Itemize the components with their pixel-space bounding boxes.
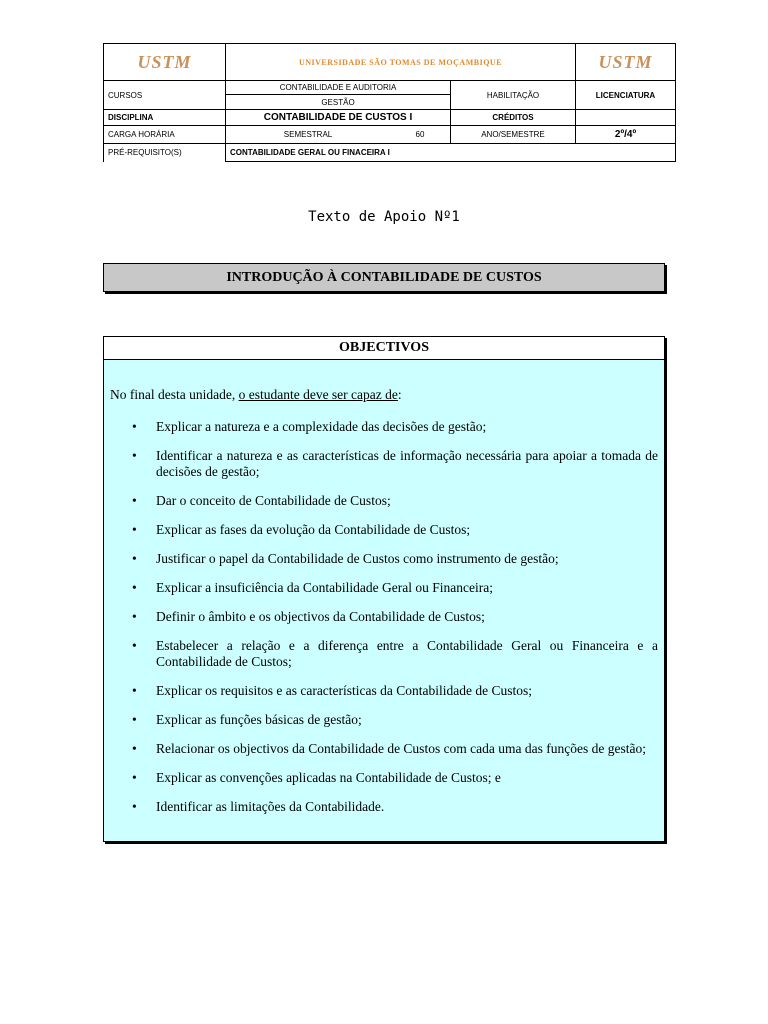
list-item-text: Estabelecer a relação e a diferença entre a Contabilidade Geral ou Financeira e a Contabilidade de Custos;: [156, 638, 658, 669]
list-item: [104, 799, 664, 815]
bullet-icon: •: [132, 770, 137, 785]
habilitacao-value: LICENCIATURA: [576, 81, 676, 110]
creditos-value: [576, 110, 676, 126]
bullet-icon: •: [132, 551, 137, 566]
list-item-text: Identificar as limitações da Contabilidade.: [156, 799, 385, 814]
intro-underlined: o estudante deve ser capaz de: [238, 387, 398, 402]
list-item-text: Identificar a natureza e as características de informação necessária para apoiar a tomada de decisões de gestão;: [156, 448, 658, 479]
list-item-text: Explicar as funções básicas de gestão;: [156, 712, 362, 727]
bullet-icon: •: [132, 448, 137, 463]
bullet-icon: •: [132, 712, 137, 727]
curso-2: GESTÃO: [226, 95, 451, 110]
list-item: [104, 609, 664, 625]
creditos-label: CRÉDITOS: [451, 110, 576, 126]
logo-right: [576, 44, 676, 81]
bullet-icon: •: [132, 580, 137, 595]
objectives-box: [103, 336, 665, 842]
list-item-text: Dar o conceito de Contabilidade de Custos;: [156, 493, 391, 508]
prereq-label: PRÉ-REQUISITO(S): [104, 144, 226, 162]
list-item: [104, 770, 664, 786]
list-item-text: Explicar os requisitos e as características da Contabilidade de Custos;: [156, 683, 533, 698]
list-item-text: Explicar as fases da evolução da Contabilidade de Custos;: [156, 522, 471, 537]
bullet-icon: •: [132, 741, 137, 756]
logo-left-text: USTM: [137, 51, 192, 72]
habilitacao-label: HABILITAÇÃO: [451, 81, 576, 110]
list-item: [104, 712, 664, 728]
list-item: [104, 580, 664, 596]
section-title: [103, 263, 665, 292]
bullet-icon: •: [132, 522, 137, 537]
objectives-intro: [110, 387, 402, 403]
texto-apoio: Texto de Apoio Nº1: [308, 209, 460, 225]
list-item: [104, 448, 664, 480]
bullet-icon: •: [132, 419, 137, 434]
list-item-text: Justificar o papel da Contabilidade de Custos como instrumento de gestão;: [156, 551, 559, 566]
carga-label: CARGA HORÁRIA: [104, 126, 226, 144]
logo-right-text: USTM: [598, 51, 653, 72]
objectives-list: [104, 419, 664, 828]
ano-value: 2º/4º: [576, 126, 676, 144]
intro-suffix: :: [397, 387, 402, 402]
bullet-icon: •: [132, 638, 137, 653]
list-item-text: Explicar a insuficiência da Contabilidade Geral ou Financeira;: [156, 580, 493, 595]
cursos-label: CURSOS: [104, 81, 226, 110]
bullet-icon: •: [132, 799, 137, 814]
disciplina-value: CONTABILIDADE DE CUSTOS I: [226, 110, 451, 126]
intro-prefix: No final desta unidade,: [110, 387, 239, 402]
list-item-text: Explicar as convenções aplicadas na Contabilidade de Custos; e: [156, 770, 501, 785]
ano-label: ANO/SEMESTRE: [451, 126, 576, 144]
bullet-icon: •: [132, 609, 137, 624]
logo-left: [104, 44, 226, 81]
objectives-heading: OBJECTIVOS: [104, 337, 664, 360]
list-item: [104, 638, 664, 670]
header-table: [103, 43, 676, 162]
prereq-value: CONTABILIDADE GERAL OU FINACEIRA I: [226, 144, 676, 162]
list-item-text: Explicar a natureza e a complexidade das decisões de gestão;: [156, 419, 487, 434]
carga-cell: [226, 126, 451, 144]
section-title-text: INTRODUÇÃO À CONTABILIDADE DE CUSTOS: [226, 269, 542, 285]
university-name: UNIVERSIDADE SÃO TOMAS DE MOÇAMBIQUE: [226, 44, 576, 81]
list-item: [104, 741, 664, 757]
carga-type: SEMESTRAL: [283, 130, 333, 139]
list-item-text: Relacionar os objectivos da Contabilidade de Custos com cada uma das funções de gestão;: [156, 741, 646, 756]
list-item: [104, 522, 664, 538]
list-item-text: Definir o âmbito e os objectivos da Contabilidade de Custos;: [156, 609, 485, 624]
curso-1: CONTABILIDADE E AUDITORIA: [226, 81, 451, 95]
bullet-icon: •: [132, 493, 137, 508]
carga-hours: 60: [415, 130, 425, 139]
list-item: [104, 683, 664, 699]
list-item: [104, 493, 664, 509]
list-item: [104, 419, 664, 435]
disciplina-label: DISCIPLINA: [104, 110, 226, 126]
bullet-icon: •: [132, 683, 137, 698]
list-item: [104, 551, 664, 567]
